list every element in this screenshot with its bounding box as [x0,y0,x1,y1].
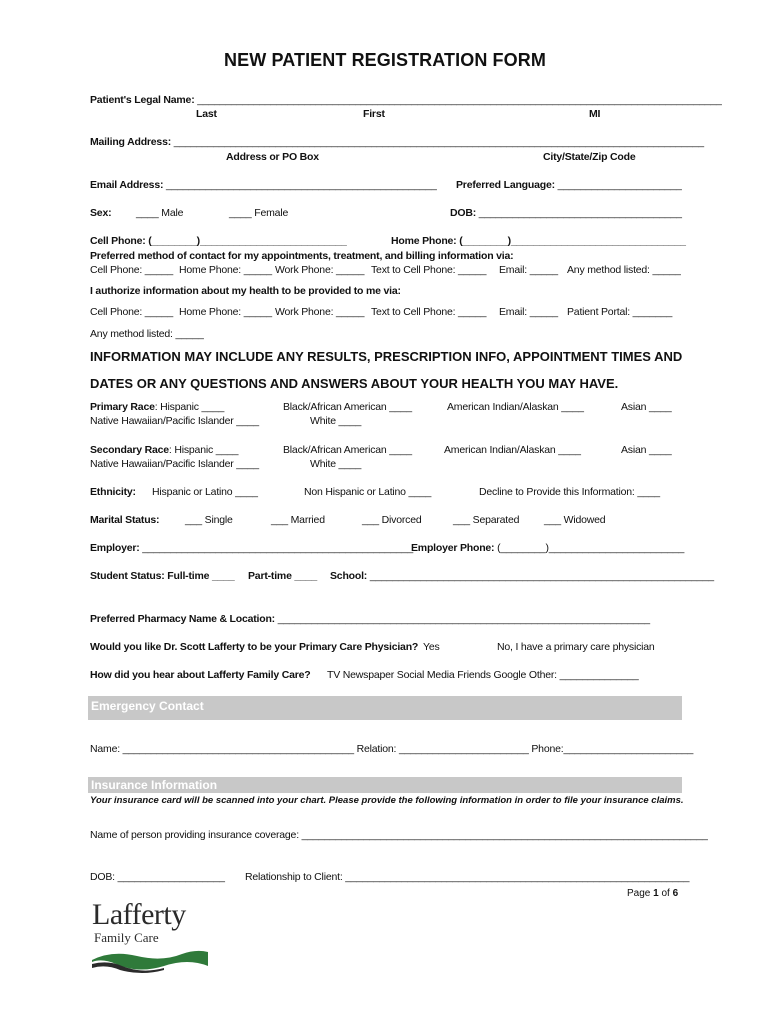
ethnicity-hispanic[interactable]: Hispanic or Latino ____ [152,486,258,498]
legal-name-row [90,94,722,106]
contact-option-text[interactable]: Text to Cell Phone: _____ [371,264,487,276]
contact-option-email[interactable]: Email: _____ [499,264,558,276]
ethnicity-decline[interactable]: Decline to Provide this Information: ____ [479,486,660,498]
dob-label: DOB: [450,207,479,219]
sex-male[interactable]: ____ Male [136,207,184,219]
ethnicity-non-hispanic[interactable]: Non Hispanic or Latino ____ [304,486,432,498]
secondary-race-black[interactable]: Black/African American ____ [283,444,412,456]
mailing-label: Mailing Address: [90,136,174,148]
contact-option-any[interactable]: Any method listed: _____ [567,264,681,276]
logo-tagline: Family Care [94,930,159,945]
form-title: NEW PATIENT REGISTRATION FORM [224,50,546,70]
primary-race-black[interactable]: Black/African American ____ [283,401,412,413]
authorize-option-any[interactable]: Any method listed: _____ [90,328,204,340]
pharmacy-line[interactable]: __________________________________________________________________ [277,613,650,625]
insurance-header: Insurance Information [91,778,218,792]
hear-question: How did you hear about Lafferty Family Care? [90,669,311,681]
primary-race-row [90,401,224,413]
marital-widowed[interactable]: ___ Widowed [544,514,606,526]
authorize-option-email[interactable]: Email: _____ [499,306,558,318]
page-of: of [658,888,673,899]
primary-race-american-indian[interactable]: American Indian/Alaskan ____ [447,401,584,413]
insurance-header-bar [88,777,682,793]
ethnicity-label: Ethnicity: [90,486,136,498]
marital-married[interactable]: ___ Married [271,514,325,526]
insurance-person-field[interactable]: Name of person providing insurance coverage: ________________________________________________________________________ [90,829,708,841]
secondary-race-asian[interactable]: Asian ____ [621,444,672,456]
emergency-fields[interactable]: Name: _________________________________________ Relation: _______________________ Phone:_______________________ [90,743,694,755]
school-label: School: [330,570,370,582]
legal-name-line[interactable]: _____________________________________________________________________________________________ [197,94,722,106]
page-number [627,888,678,899]
secondary-race-hispanic[interactable]: : Hispanic ____ [168,444,239,456]
employer-label: Employer: [90,542,143,554]
hear-options[interactable]: TV Newspaper Social Media Friends Google Other: ______________ [327,669,639,681]
cell-phone-field[interactable]: Cell Phone: (________)__________________________ [90,235,347,247]
secondary-race-label: Secondary Race [90,444,169,456]
legal-name-label: Patient's Legal Name: [90,94,198,106]
language-row [456,179,682,191]
authorize-option-home[interactable]: Home Phone: _____ [179,306,272,318]
notice-line-1: INFORMATION MAY INCLUDE ANY RESULTS, PRESCRIPTION INFO, APPOINTMENT TIMES AND [90,349,683,364]
authorize-option-text[interactable]: Text to Cell Phone: _____ [371,306,487,318]
sex-label: Sex: [90,207,112,219]
page-prefix: Page [627,888,654,899]
secondary-race-hawaiian[interactable]: Native Hawaiian/Pacific Islander ____ [90,458,259,470]
lafferty-logo [92,898,222,978]
primary-race-hispanic[interactable]: : Hispanic ____ [154,401,225,413]
secondary-race-row [90,444,238,456]
marital-divorced[interactable]: ___ Divorced [362,514,422,526]
emergency-header-bar [88,696,682,720]
mailing-sub-city: City/State/Zip Code [543,151,636,163]
legal-name-sub-mi: MI [589,108,601,120]
mailing-row [90,136,704,148]
dob-line[interactable]: ____________________________________ [478,207,682,219]
pharmacy-row [90,613,650,625]
secondary-race-white[interactable]: White ____ [310,458,362,470]
authorize-option-cell[interactable]: Cell Phone: _____ [90,306,173,318]
legal-name-sub-last: Last [196,108,217,120]
employer-line[interactable]: ________________________________________________ [142,542,413,554]
pcp-yes[interactable]: Yes [423,641,440,653]
page-current: 1 [653,888,659,899]
insurance-note: Your insurance card will be scanned into your chart. Please provide the following information in order to file your insurance claims. [90,795,684,806]
employer-phone-label: Employer Phone: [411,542,498,554]
employer-phone-row [411,542,684,554]
dob-row [450,207,682,219]
student-parttime[interactable]: Part-time ____ [248,570,317,582]
legal-name-sub-first: First [363,108,385,120]
notice-line-2: DATES OR ANY QUESTIONS AND ANSWERS ABOUT YOUR HEALTH YOU MAY HAVE. [90,376,619,391]
student-fulltime[interactable]: Student Status: Full-time ____ [90,570,235,582]
marital-single[interactable]: ___ Single [185,514,233,526]
primary-race-white[interactable]: White ____ [310,415,362,427]
logo-hills-icon [92,948,208,974]
emergency-header: Emergency Contact [91,699,204,713]
email-row [90,179,437,191]
employer-row [90,542,413,554]
pcp-question: Would you like Dr. Scott Lafferty to be your Primary Care Physician? [90,641,419,653]
contact-option-home[interactable]: Home Phone: _____ [179,264,272,276]
contact-option-work[interactable]: Work Phone: _____ [275,264,365,276]
employer-phone-line[interactable]: (________)________________________ [497,542,685,554]
sex-female[interactable]: ____ Female [229,207,289,219]
secondary-race-american-indian[interactable]: American Indian/Alaskan ____ [444,444,581,456]
email-line[interactable]: ________________________________________________ [165,179,437,191]
pharmacy-label: Preferred Pharmacy Name & Location: [90,613,278,625]
authorize-label: I authorize information about my health to be provided to me via: [90,285,401,297]
primary-race-hawaiian[interactable]: Native Hawaiian/Pacific Islander ____ [90,415,259,427]
logo-name: Lafferty [92,898,186,931]
authorize-option-portal[interactable]: Patient Portal: _______ [567,306,673,318]
language-line[interactable]: ______________________ [557,179,682,191]
marital-label: Marital Status: [90,514,160,526]
authorize-option-work[interactable]: Work Phone: _____ [275,306,365,318]
marital-separated[interactable]: ___ Separated [453,514,520,526]
home-phone-field[interactable]: Home Phone: (________)_______________________________ [391,235,686,247]
school-line[interactable]: _____________________________________________________________ [369,570,714,582]
insurance-relationship-field[interactable]: Relationship to Client: _____________________________________________________________ [245,871,690,883]
page-total: 6 [672,888,679,899]
school-row [330,570,714,582]
pcp-no[interactable]: No, I have a primary care physician [497,641,655,653]
email-label: Email Address: [90,179,166,191]
mailing-sub-address: Address or PO Box [226,151,319,163]
primary-race-label: Primary Race [90,401,155,413]
language-label: Preferred Language: [456,179,558,191]
contact-option-cell[interactable]: Cell Phone: _____ [90,264,173,276]
contact-method-label: Preferred method of contact for my appointments, treatment, and billing information via: [90,250,514,262]
primary-race-asian[interactable]: Asian ____ [621,401,672,413]
insurance-dob-field[interactable]: DOB: ___________________ [90,871,225,883]
mailing-line[interactable]: ______________________________________________________________________________________________ [173,136,704,148]
